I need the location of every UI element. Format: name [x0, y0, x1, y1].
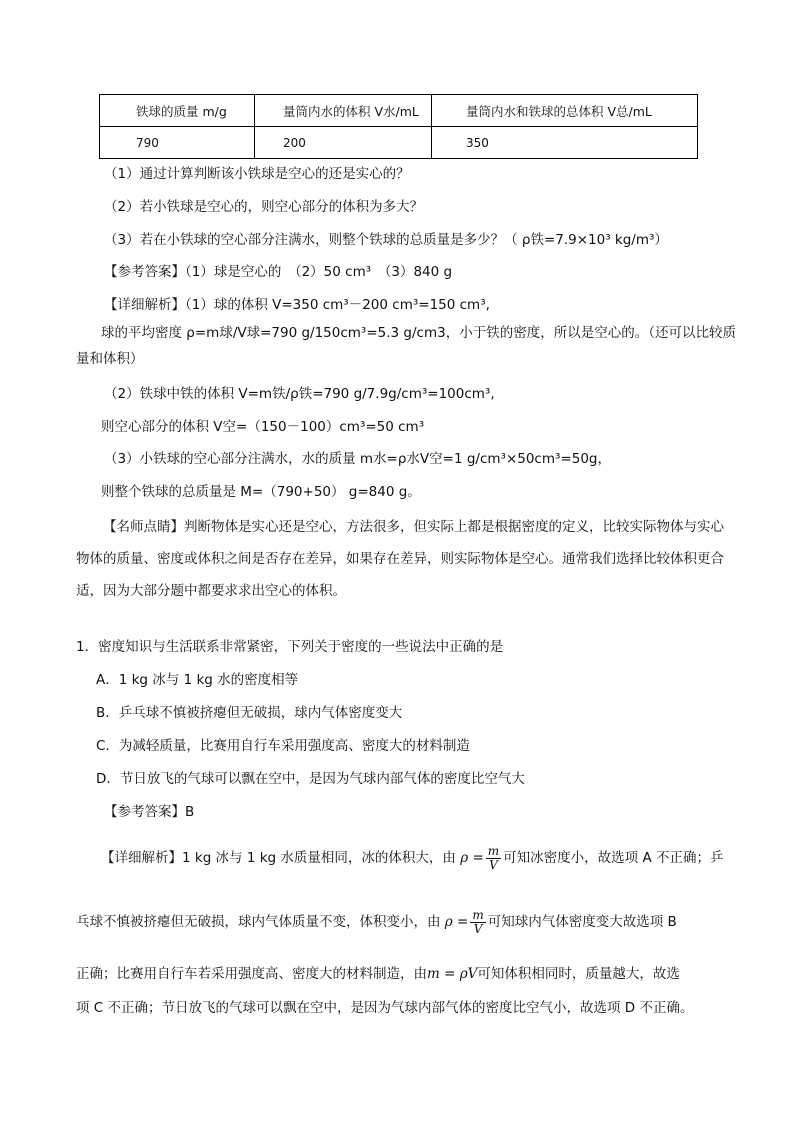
- table-cell: 200: [255, 127, 432, 159]
- density-formula-lhs: ρ =: [444, 914, 469, 930]
- analysis2-line-2: [76, 904, 677, 940]
- analysis-text: 正确；比赛用自行车若采用强度高、密度大的材料制造，由: [76, 966, 427, 982]
- analysis-line-3: （2）铁球中铁的体积 V=m铁/ρ铁=790 g/7.9g/cm³=100cm³,: [104, 386, 495, 402]
- analysis2-line-1: [101, 840, 723, 876]
- table-header-cell: 量筒内水的体积 V水/mL: [255, 95, 432, 127]
- answer-text: B: [185, 804, 195, 820]
- analysis2-line-3: [76, 964, 680, 984]
- density-fraction: [486, 845, 501, 872]
- answer-label: 【参考答案】: [104, 264, 185, 280]
- analysis-label: 【详细解析】: [104, 297, 185, 313]
- analysis-text: 乓球不慎被挤瘪但无破损，球内气体质量不变，体积变小，由: [76, 914, 441, 930]
- analysis-text: 1 kg 冰与 1 kg 水质量相同，冰的体积大，由: [182, 850, 456, 866]
- table-header-cell: 量筒内水和铁球的总体积 V总/mL: [432, 95, 698, 127]
- reference-answer-2: [104, 802, 194, 822]
- analysis-text: （1）球的体积 V=350 cm³－200 cm³=150 cm³,: [185, 297, 490, 313]
- analysis-label: 【详细解析】: [101, 850, 182, 866]
- mass-formula: m = ρV: [427, 966, 478, 982]
- option-a: A．1 kg 冰与 1 kg 水的密度相等: [96, 672, 299, 688]
- analysis-text: 可知冰密度小，故选项 A 不正确；乒: [503, 850, 724, 866]
- table-cell: 350: [432, 127, 698, 159]
- fraction-denominator: V: [473, 921, 483, 936]
- answer-text: （1）球是空心的 （2）50 cm³ （3）840 g: [185, 264, 453, 280]
- fraction-numerator: m: [472, 907, 484, 922]
- tip-text: 判断物体是实心还是空心，方法很多，但实际上都是根据密度的定义，比较实际物体与实心物体的质量、密度或体积之间是否存在差异，如果存在差异，则实际物体是空心。通常我们选择比较体积更合适，因为大部分题中都要求求出空心的体积。: [76, 519, 724, 599]
- table-cell: 790: [100, 127, 255, 159]
- analysis-line-1: [104, 295, 490, 315]
- analysis-line-2: 球的平均密度 ρ=m球/V球=790 g/150cm³=5.3 g/cm3，小于铁的密度，所以是空心的。（还可以比较质量和体积）: [76, 325, 736, 367]
- question-2: （2）若小铁球是空心的，则空心部分的体积为多大？: [104, 199, 424, 215]
- fraction-numerator: m: [487, 843, 500, 858]
- analysis-line-5: （3）小铁球的空心部分注满水，水的质量 m水=ρ水V空=1 g/cm³×50cm³=50g，: [104, 451, 611, 467]
- option-d: D．节日放飞的气球可以飘在空中，是因为气球内部气体的密度比空气大: [96, 771, 525, 787]
- fraction-denominator: V: [489, 857, 498, 872]
- analysis-text: 可知体积相同时，质量越大，故选: [477, 966, 680, 982]
- answer-label: 【参考答案】: [104, 804, 185, 820]
- tip-label: 【名师点睛】: [103, 519, 184, 535]
- data-table: [99, 94, 698, 159]
- analysis-line-4: 则空心部分的体积 V空=（150－100）cm³=50 cm³: [101, 419, 425, 435]
- teacher-tip: [76, 511, 726, 607]
- question-stem: 1．密度知识与生活联系非常紧密，下列关于密度的一些说法中正确的是: [76, 639, 504, 655]
- option-b: B．乒乓球不慎被挤瘪但无破损，球内气体密度变大: [96, 705, 403, 721]
- analysis2-line-4: 项 C 不正确；节日放飞的气球可以飘在空中，是因为气球内部气体的密度比空气小，故选项 D 不正确。: [76, 1000, 694, 1016]
- option-c: C．为减轻质量，比赛用自行车采用强度高、密度大的材料制造: [96, 738, 470, 754]
- table-header-row: [100, 95, 698, 127]
- analysis-line-6: 则整个铁球的总质量是 M=（790+50） g=840 g。: [101, 484, 421, 500]
- analysis-text: 可知球内气体密度变大故选项 B: [487, 914, 677, 930]
- reference-answer: [104, 262, 452, 282]
- table-header-cell: 铁球的质量 m/g: [100, 95, 255, 127]
- density-formula-lhs: ρ =: [460, 850, 484, 866]
- table-row: [100, 127, 698, 159]
- question-3: （3）若在小铁球的空心部分注满水，则整个铁球的总质量是多少？（ ρ铁=7.9×10³ kg/m³）: [104, 232, 668, 248]
- question-1: （1）通过计算判断该小铁球是空心的还是实心的？: [104, 166, 410, 182]
- density-fraction: [470, 909, 485, 936]
